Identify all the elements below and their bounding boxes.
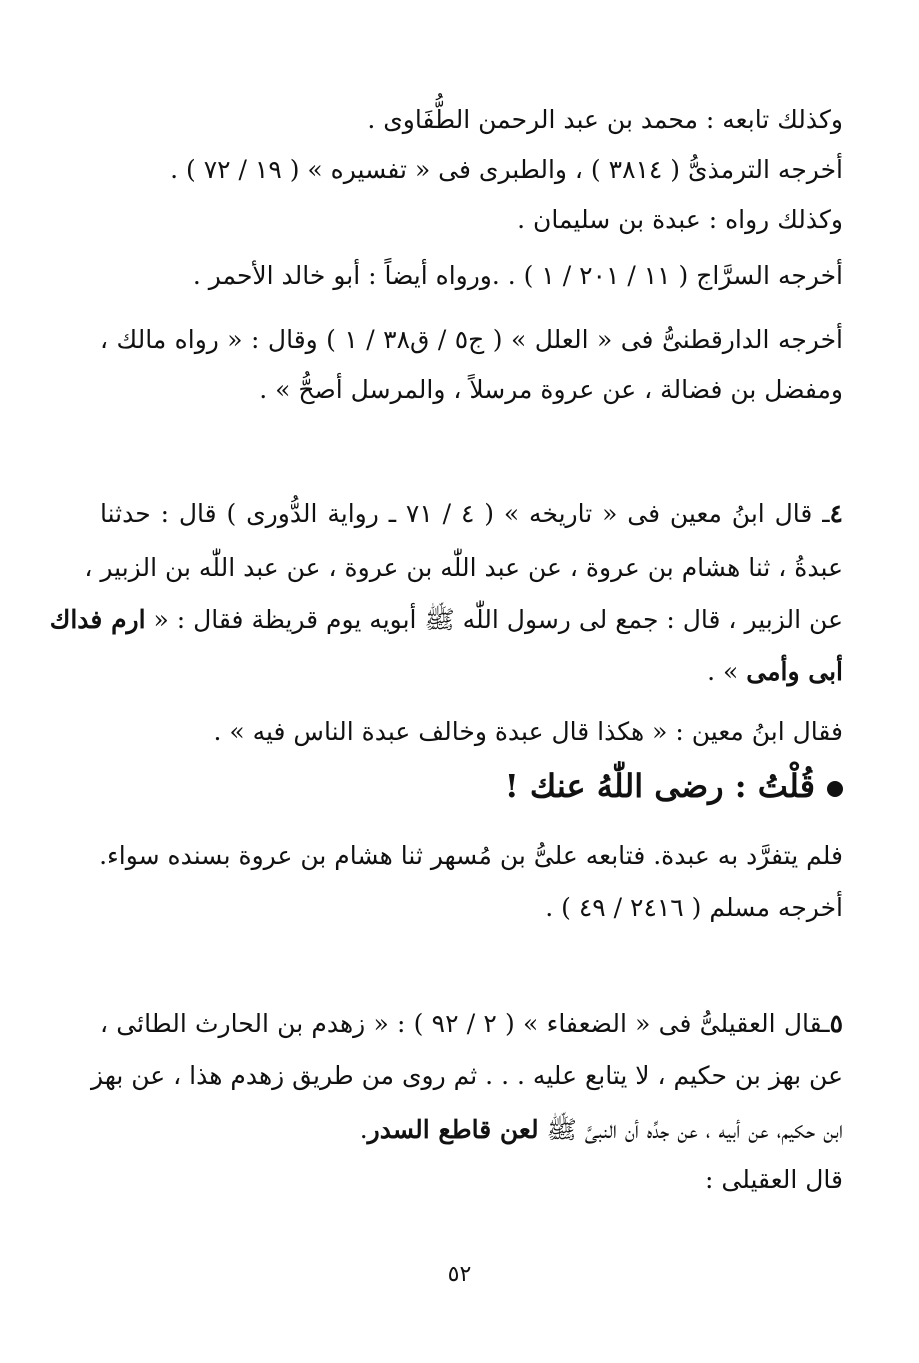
quoted-hadith: لعن قاطع السدر xyxy=(367,1115,539,1144)
text-line: فلم يتفرَّد به عبدة. فتابعه علىُّ بن مُسهر ثنا هشام بن عروة بسنده سواء. xyxy=(99,841,843,870)
text-line: قال العقيلى : xyxy=(705,1165,843,1194)
text-line: ومفضل بن فضالة ، عن عروة مرسلاً ، والمرسل أصحُّ » . xyxy=(259,375,843,404)
text-span: » . xyxy=(707,657,739,686)
text-line xyxy=(100,494,843,534)
text-line xyxy=(360,1110,843,1150)
text-line: أخرجه مسلم ( ٢٤١٦ / ٤٩ ) . xyxy=(545,893,843,922)
text-line xyxy=(707,652,843,692)
text-line: وكذلك تابعه : محمد بن عبد الرحمن الطُّفَاوى . xyxy=(367,105,843,134)
text-line: عبدةُ ، ثنا هشام بن عروة ، عن عبد اللّٰه بن عروة ، عن عبد اللّٰه بن الزبير ، xyxy=(84,553,843,582)
heading-text: قُلْتُ : رضى اللّٰهُ عنك ! xyxy=(504,767,815,805)
text-line: أخرجه السرَّاج ( ١١ / ٢٠١ / ١ ) . .ورواه أيضاً : أبو خالد الأحمر . xyxy=(192,261,843,290)
text-span: . xyxy=(359,1115,368,1144)
text-line: أخرجه الدارقطنىُّ فى « العلل » ( ج٥ / ق٣٨ / ١ ) وقال : « رواه مالك ، xyxy=(100,325,843,354)
text-span: عن الزبير ، قال : جمع لى رسول اللّٰه ﷺ أبويه يوم قريظة فقال : « xyxy=(153,605,843,634)
entry-text: ـقال العقيلىُّ فى « الضعفاء » ( ٢ / ٩٢ ) : « زهدم بن الحارث الطائى ، xyxy=(100,1009,830,1038)
quoted-hadith: ارم فداك xyxy=(49,605,146,634)
text-line: عن بهز بن حكيم ، لا يتابع عليه . . . ثم روى من طريق زهدم هذا ، عن بهز xyxy=(91,1061,843,1090)
text-line: فقال ابنُ معين : « هكذا قال عبدة وخالف عبدة الناس فيه » . xyxy=(213,717,843,746)
section-heading xyxy=(505,766,843,806)
text-line: وكذلك رواه : عبدة بن سليمان . xyxy=(517,205,843,234)
text-span: ابن حكيم، عن أبيه ، عن جدِّه أن النبىَّ ﷺ xyxy=(546,1115,843,1144)
entry-number: ٥ xyxy=(829,1009,844,1038)
bullet-icon xyxy=(827,781,843,797)
entry-number: ٤ xyxy=(829,499,843,528)
entry-text: ـ قال ابنُ معين فى « تاريخه » ( ٤ / ٧١ ـ رواية الدُّورى ) قال : حدثنا xyxy=(100,499,830,528)
text-line: أخرجه الترمذىُّ ( ٣٨١٤ ) ، والطبرى فى « تفسيره » ( ١٩ / ٧٢ ) . xyxy=(170,155,843,184)
text-line xyxy=(49,600,843,640)
text-line xyxy=(100,1004,843,1044)
page-number: ٥٢ xyxy=(447,1262,472,1287)
quoted-hadith: أبى وأمى xyxy=(746,657,843,686)
